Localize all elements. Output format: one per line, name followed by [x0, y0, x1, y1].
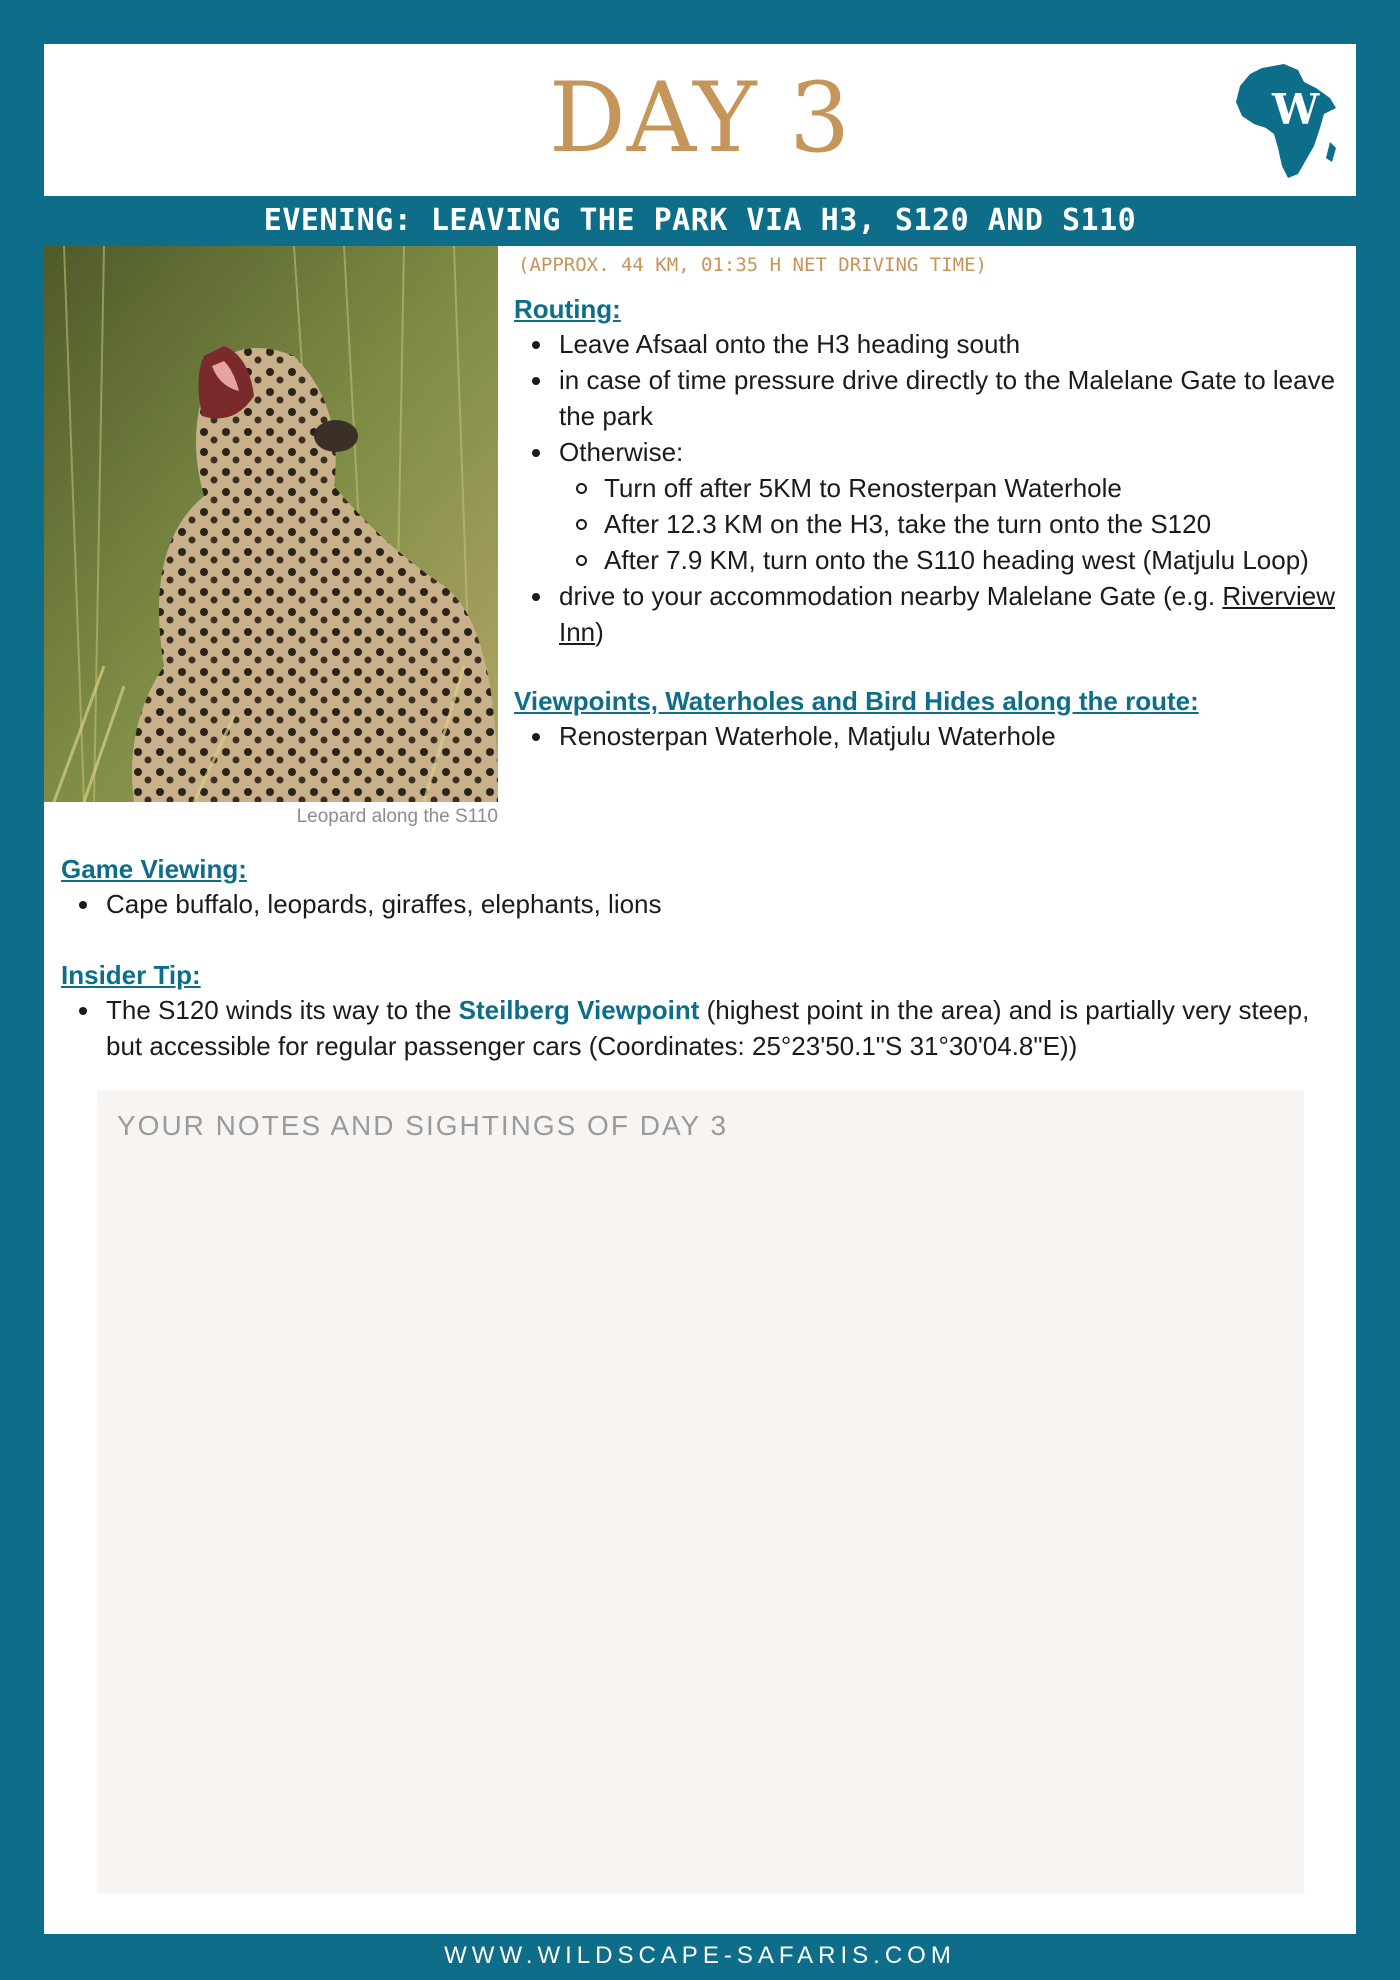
routing-item-text: Otherwise:	[559, 437, 684, 467]
viewpoints-heading: Viewpoints, Waterholes and Bird Hides along the route:	[514, 686, 1199, 716]
game-viewing-item: Cape buffalo, leopards, giraffes, elephants, lions	[61, 886, 1341, 922]
insider-tip-heading: Insider Tip:	[61, 960, 201, 990]
routing-sub-list	[559, 470, 1344, 578]
routing-list	[514, 326, 1344, 650]
drive-time: (APPROX. 44 KM, 01:35 H NET DRIVING TIME)	[518, 254, 987, 276]
routing-item	[514, 578, 1344, 650]
game-viewing-heading: Game Viewing:	[61, 854, 247, 884]
routing-item	[514, 434, 1344, 578]
africa-logo-icon	[1232, 62, 1342, 182]
day-title: DAY 3	[548, 62, 852, 174]
routing-heading: Routing:	[514, 294, 621, 324]
game-viewing-list	[61, 886, 1341, 922]
route-details	[514, 254, 1344, 754]
insider-tip-list	[61, 992, 1341, 1064]
viewpoint-item: Renosterpan Waterhole, Matjulu Waterhole	[514, 718, 1344, 754]
riverview-inn-link[interactable]: Riverview Inn	[559, 581, 1336, 647]
notes-label: YOUR NOTES AND SIGHTINGS OF DAY 3	[117, 1110, 729, 1141]
lower-content	[61, 852, 1341, 1064]
page-header	[44, 44, 1356, 196]
photo-caption: Leopard along the S110	[296, 806, 498, 827]
routing-sub-item: After 7.9 KM, turn onto the S110 heading west (Matjulu Loop)	[559, 542, 1344, 578]
leopard-photo	[44, 246, 498, 802]
routing-sub-item: Turn off after 5KM to Renosterpan Waterhole	[559, 470, 1344, 506]
routing-item: Leave Afsaal onto the H3 heading south	[514, 326, 1344, 362]
svg-text:W: W	[1272, 85, 1320, 134]
insider-tip-item	[61, 992, 1341, 1064]
routing-item-prefix: drive to your accommodation nearby Malelane Gate (e.g.	[559, 581, 1223, 611]
insider-tip-suffix: (highest point in the area) and is partially very steep, but accessible for regular passenger cars (Coordinates: 25°23'50.1"S 31°30'04.8"E))	[106, 995, 1310, 1061]
footer-url: WWW.WILDSCAPE-SAFARIS.COM	[444, 1942, 956, 1969]
page-sheet	[44, 44, 1356, 1934]
routing-item: in case of time pressure drive directly to the Malelane Gate to leave the park	[514, 362, 1344, 434]
routing-item-suffix: )	[595, 617, 604, 647]
insider-tip-prefix: The S120 winds its way to the	[106, 995, 459, 1025]
section-title-bar: EVENING: LEAVING THE PARK VIA H3, S120 AND S110	[44, 196, 1356, 246]
steilberg-viewpoint-highlight: Steilberg Viewpoint	[458, 995, 700, 1025]
routing-sub-item: After 12.3 KM on the H3, take the turn onto the S120	[559, 506, 1344, 542]
viewpoints-list	[514, 718, 1344, 754]
notes-box[interactable]	[97, 1090, 1304, 1894]
